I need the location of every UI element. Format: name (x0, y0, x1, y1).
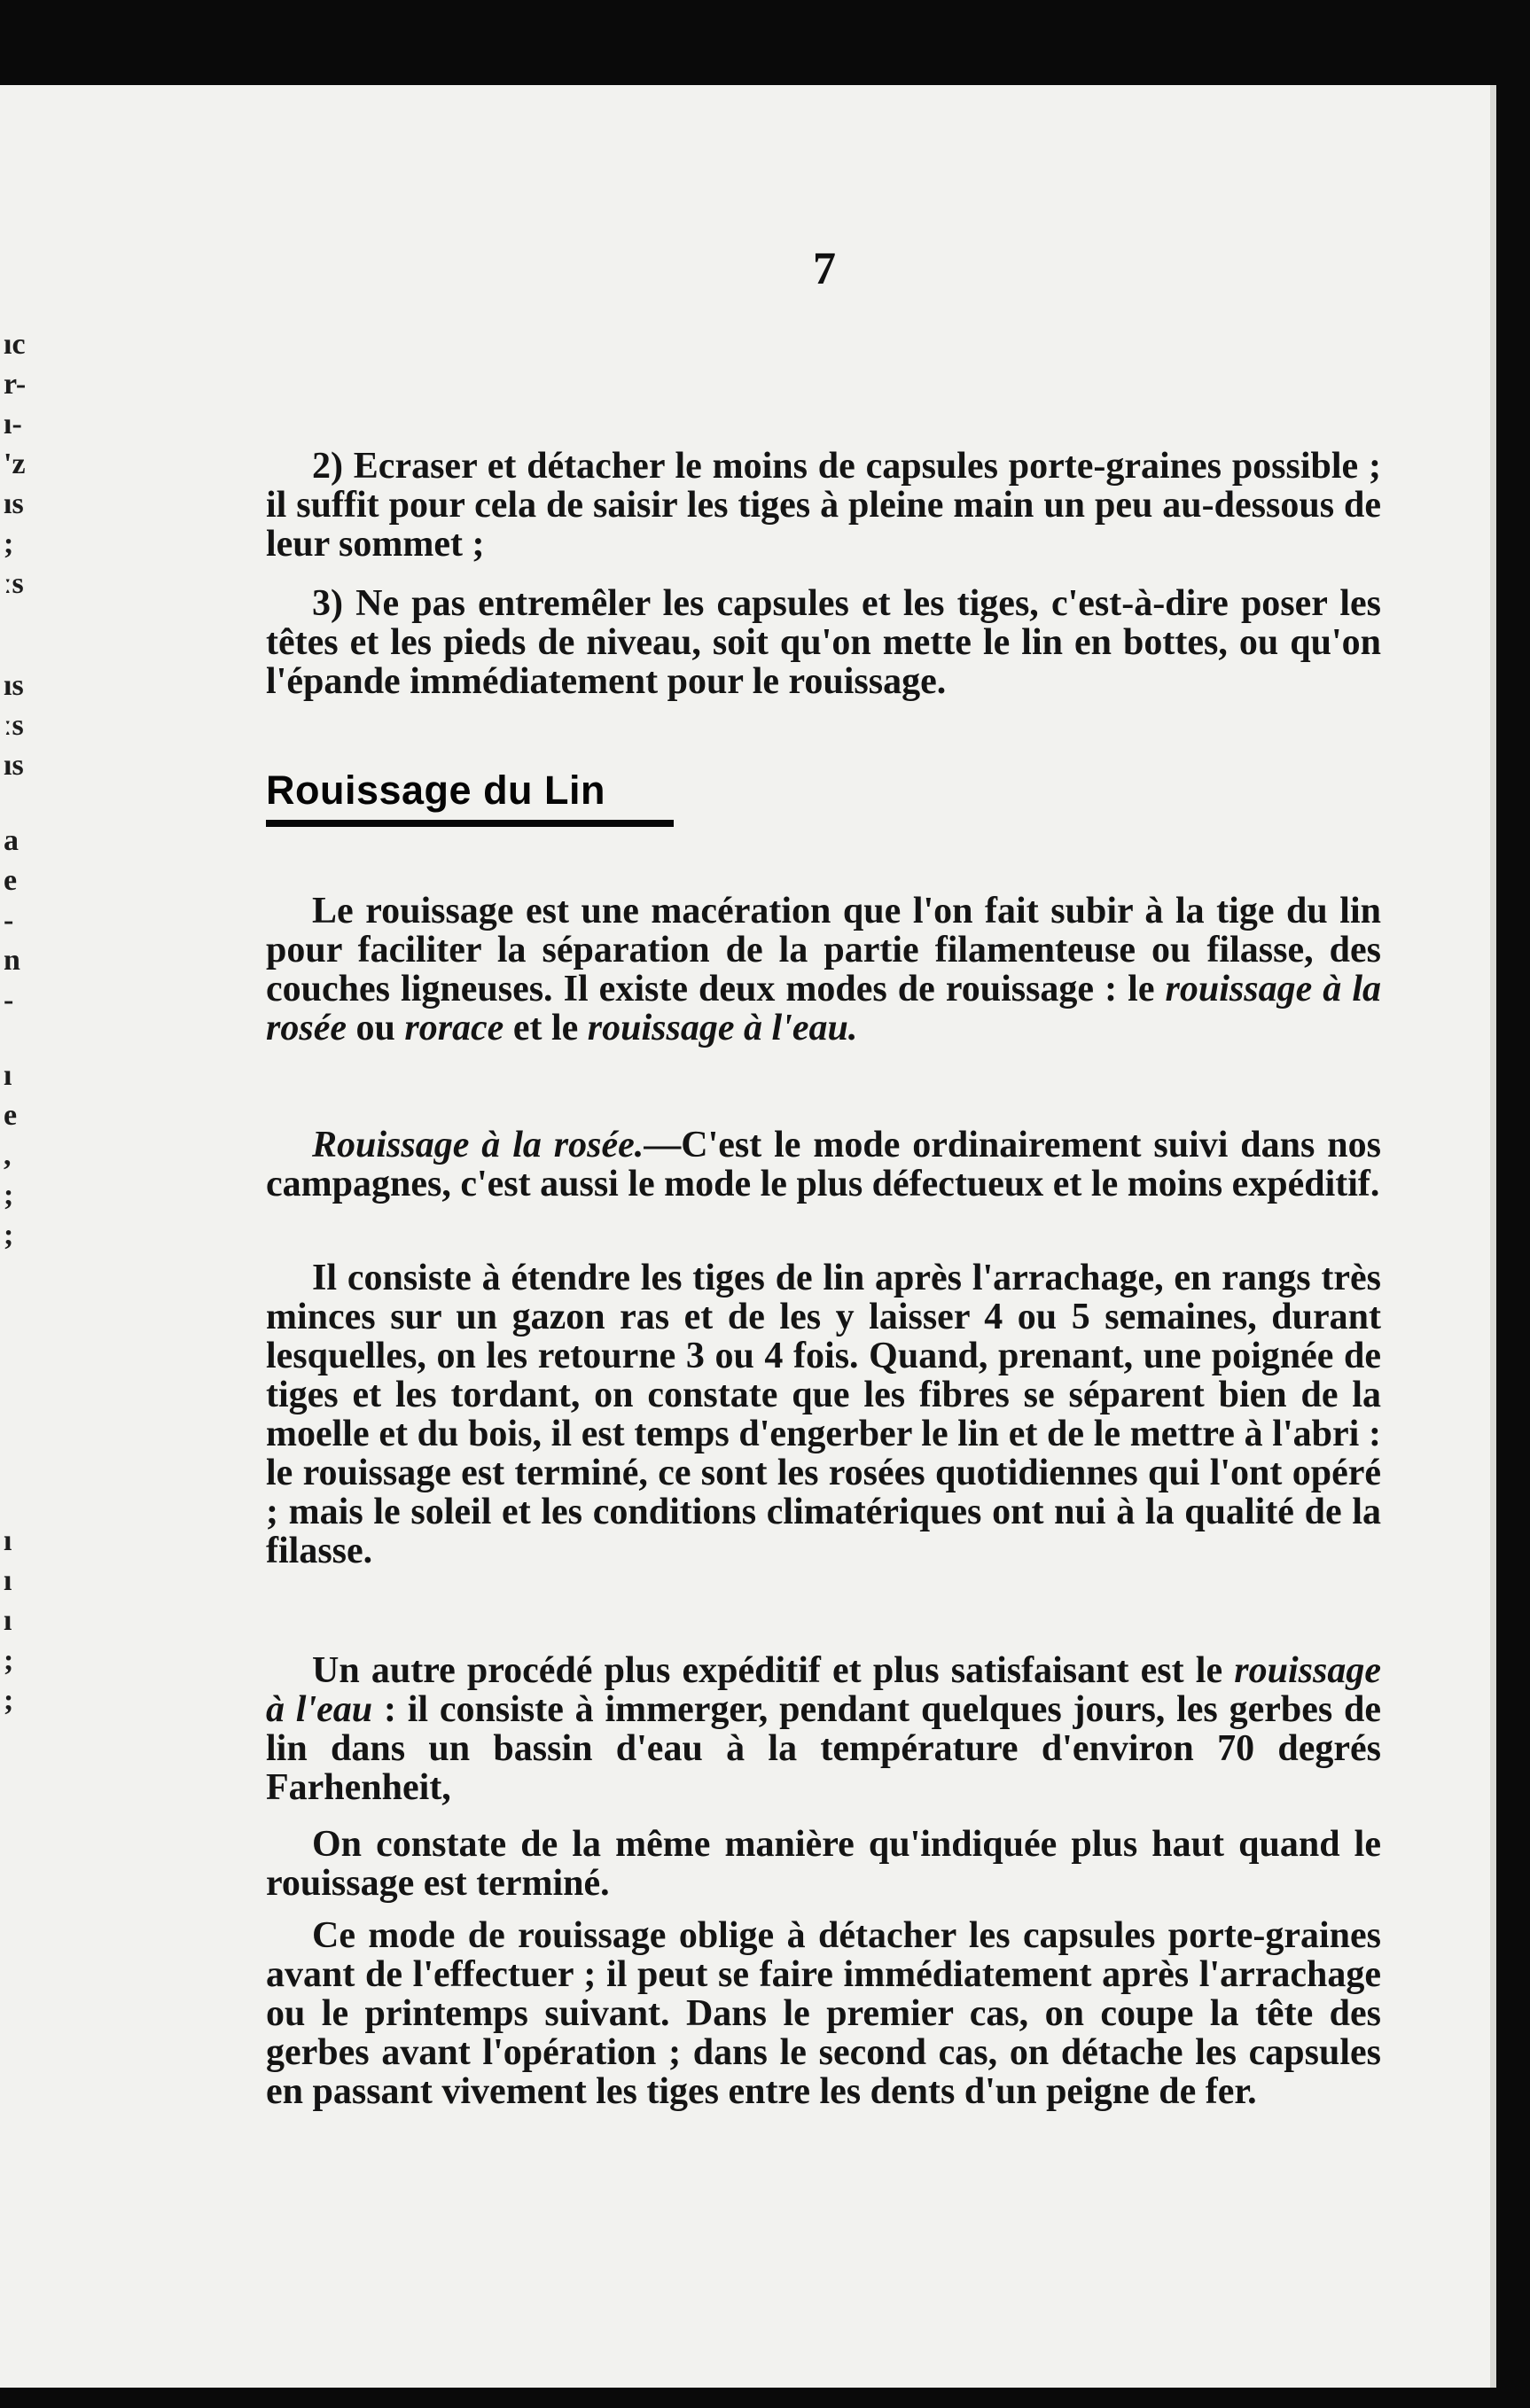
margin-fragment: e (4, 864, 18, 897)
margin-fragment: ı (4, 1524, 12, 1557)
paragraph-capsule-removal: Ce mode de rouissage oblige à détacher les capsules porte-graines avant de l'effectuer ; il peut se faire immédiatement après l'arrachage ou le printemps suivant. Dans le premier cas, on coupe la tête des gerbes avant l'opération ; dans le second cas, on détache les capsules en passant vivement les tiges entre les dents d'un peigne de fer. (266, 1915, 1381, 2112)
margin-fragment: ıs (4, 749, 24, 782)
paragraph-3-connector: ou (346, 1008, 405, 1048)
page-number: 7 (813, 244, 836, 294)
margin-fragment: ; (4, 1684, 14, 1717)
margin-fragment: ı- (4, 408, 22, 440)
rouissage-rosee-heading: Rouissage à la rosée. (312, 1125, 644, 1165)
margin-fragment: , (4, 1139, 12, 1172)
paragraph-rouissage-rosee (266, 1126, 1381, 1204)
paragraph-finished-rouissage: On constate de la même manière qu'indiquée plus haut quand le rouissage est terminé. (266, 1824, 1381, 1904)
paragraph-rosee-process: Il consiste à étendre les tiges de lin après l'arrachage, en rangs très minces sur un gazon ras et de les y laisser 4 ou 5 semaines, durant lesquelles, on les retourne 3 ou 4 fois. Quand, prenant, une poignée de tiges et les tordant, on constate que les fibres se séparent bien de la moelle et du bois, il est temps d'engerber le lin et de le mettre à l'abri : le rouissage est terminé, ce sont les rosées quotidiennes qui l'ont opéré ; mais le soleil et les conditions climatériques ont nui à la qualité de la filasse. (266, 1258, 1381, 1571)
margin-fragment: ı (4, 1604, 12, 1637)
margin-fragment: ːs (4, 567, 24, 600)
margin-fragment: ; (4, 1644, 14, 1677)
margin-fragment: r- (4, 368, 27, 401)
paragraph-rouissage-definition (266, 892, 1381, 1048)
paragraph-6-intro: Un autre procédé plus expéditif et plus satisfaisant est le (312, 1650, 1235, 1691)
left-margin-text-fragments (4, 324, 39, 1720)
paragraph-rouissage-eau (266, 1651, 1381, 1807)
margin-fragment: a (4, 824, 19, 857)
section-heading-rouissage: Rouissage du Lin (266, 768, 606, 813)
scanned-page (0, 85, 1496, 2388)
rorace-term: rorace (404, 1008, 504, 1048)
margin-fragment: ı (4, 1059, 12, 1092)
rouissage-eau-term: rouissage à l'eau. (587, 1008, 858, 1048)
page-edge-shadow (1490, 85, 1496, 2388)
margin-fragment: ıc (4, 328, 26, 361)
paragraph-3-intro: Le rouissage est une macération que l'on fait subir à la tige du lin pour faciliter la séparation de la partie filamenteuse ou filasse, des couches ligneuses. Il existe deux modes de rouissage : le (266, 891, 1381, 1009)
margin-fragment: ıs (4, 487, 24, 520)
margin-fragment: ; (4, 527, 14, 560)
heading-underline (266, 820, 674, 827)
rouissage-eau-inline-term: rouissage à l'eau (266, 1650, 1381, 1730)
paragraph-6-description: : il consiste à immerger, pendant quelques jours, les gerbes de lin dans un bassin d'eau à la température d'environ 70 degrés Farhenheit, (266, 1689, 1381, 1808)
margin-fragment: ı (4, 1564, 12, 1597)
rouissage-rosee-description: —C'est le mode ordinairement suivi dans nos campagnes, c'est aussi le mode le plus défectueux et le moins expéditif. (266, 1125, 1381, 1204)
margin-fragment: ; (4, 1219, 14, 1251)
rouissage-rosee-term: rouissage à la rosée (266, 969, 1381, 1048)
paragraph-capsules: 2) Ecraser et détacher le moins de capsules porte-graines possible ; il suffit pour cela de saisir les tiges à pleine main un peu au-dessous de leur sommet ; (266, 446, 1381, 565)
paragraph-stems: 3) Ne pas entremêler les capsules et les tiges, c'est-à-dire poser les têtes et les pieds de niveau, soit qu'on mette le lin en bottes, ou qu'on l'épande immédiatement pour le rouissage. (266, 583, 1381, 702)
paragraph-3-connector-two: et le (503, 1008, 588, 1048)
margin-fragment: e (4, 1099, 18, 1132)
margin-fragment: n (4, 944, 20, 977)
margin-fragment: ıs (4, 669, 24, 702)
margin-fragment: 'z (4, 448, 26, 480)
margin-fragment: - (4, 984, 14, 1017)
margin-fragment: ; (4, 1179, 14, 1212)
margin-fragment: ːs (4, 709, 24, 742)
margin-fragment: - (4, 904, 14, 937)
